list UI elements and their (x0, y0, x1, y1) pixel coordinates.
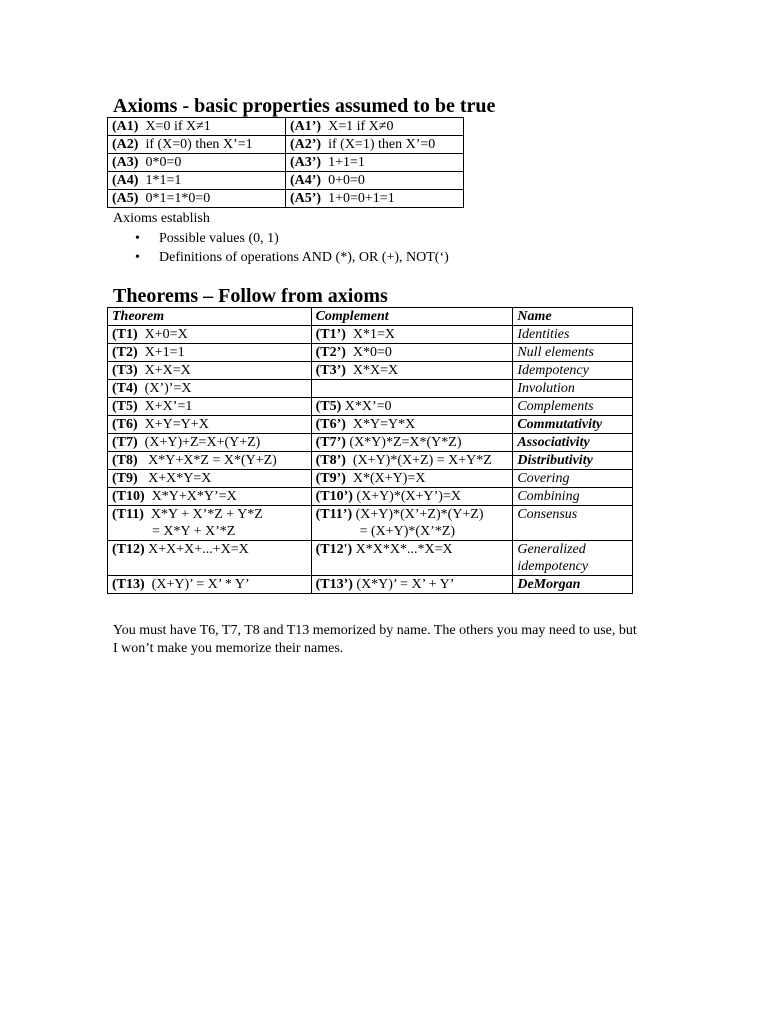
list-item (135, 248, 449, 267)
theorem-name-line: idempotency (517, 559, 589, 574)
theorem-cell (108, 380, 312, 398)
axiom-text: 0*1=1*0=0 (145, 191, 211, 206)
complement-text: X*1=X (352, 327, 396, 342)
theorem-label: (T4) (112, 381, 138, 396)
axiom-text: if (X=1) then X’=0 (328, 137, 436, 152)
complement-cell (311, 344, 513, 362)
table-row (108, 398, 633, 416)
theorem-text: X+X*Y=X (148, 471, 212, 486)
axiom-label: (A4) (112, 173, 139, 188)
complement-cell (311, 362, 513, 380)
complement-label: (T13’) (315, 577, 353, 592)
complement-cell (311, 541, 513, 576)
complement-label: (T8’) (315, 453, 346, 468)
theorem-cell (108, 470, 312, 488)
theorem-name (513, 541, 633, 576)
complement-label: (T6’) (315, 417, 346, 432)
complement-label: (T12') (315, 542, 353, 557)
complement-cell (311, 488, 513, 506)
axioms-heading: Axioms - basic properties assumed to be true (113, 95, 496, 117)
axiom-cell (286, 136, 464, 154)
theorem-name: Identities (513, 326, 633, 344)
complement-text: X*Y=Y*X (352, 417, 416, 432)
complement-cell (311, 416, 513, 434)
theorem-name: Consensus (513, 506, 633, 541)
theorem-label: (T13) (112, 577, 145, 592)
theorem-label: (T1) (112, 327, 138, 342)
theorem-cell (108, 506, 312, 541)
complement-text: (X+Y)*(X’+Z)*(Y+Z) (355, 507, 484, 522)
table-row (108, 362, 633, 380)
table-row (108, 154, 464, 172)
theorem-label: (T12) (112, 542, 145, 557)
theorem-cell (108, 344, 312, 362)
theorems-table (107, 307, 633, 594)
complement-cell (311, 380, 513, 398)
bullet-icon: • (135, 231, 140, 246)
axioms-bullet-list (135, 229, 449, 267)
theorem-label: (T9) (112, 471, 138, 486)
theorem-name: Complements (513, 398, 633, 416)
theorem-text: X+X’=1 (144, 399, 193, 414)
table-row (108, 344, 633, 362)
table-row (108, 172, 464, 190)
complement-label: (T10’) (315, 489, 353, 504)
theorem-text: X*Y + X’*Z + Y*Z (150, 507, 263, 522)
theorem-cell (108, 416, 312, 434)
complement-text: (X+Y)*(X+Z) = X+Y*Z (352, 453, 492, 468)
theorem-cell (108, 576, 312, 594)
theorem-name: Commutativity (513, 416, 633, 434)
list-item (135, 229, 449, 248)
column-header-name: Name (513, 308, 633, 326)
complement-text: X*X’=0 (344, 399, 392, 414)
theorem-text: (X’)’=X (144, 381, 192, 396)
theorem-text: X+X=X (144, 363, 191, 378)
axiom-cell (108, 154, 286, 172)
axiom-text: 1+1=1 (328, 155, 365, 170)
theorem-name: Distributivity (513, 452, 633, 470)
table-row (108, 541, 633, 576)
list-item-text: Definitions of operations AND (*), OR (+), NOT(‘) (159, 250, 449, 265)
table-row (108, 326, 633, 344)
theorem-text: X+1=1 (144, 345, 185, 360)
table-row (108, 380, 633, 398)
theorem-name: Involution (513, 380, 633, 398)
theorem-cell (108, 434, 312, 452)
theorem-label: (T8) (112, 453, 138, 468)
table-header-row (108, 308, 633, 326)
axiom-cell (286, 172, 464, 190)
axiom-label: (A3) (112, 155, 139, 170)
complement-cell (311, 452, 513, 470)
complement-text: (X+Y)*(X+Y’)=X (356, 489, 461, 504)
theorem-label: (T7) (112, 435, 138, 450)
axiom-label: (A2) (112, 137, 139, 152)
complement-text: X*(X+Y)=X (352, 471, 426, 486)
axiom-label: (A1’) (290, 119, 322, 134)
complement-label: (T5) (315, 399, 342, 414)
theorem-text: X+0=X (144, 327, 188, 342)
table-row (108, 118, 464, 136)
theorem-cell (108, 362, 312, 380)
theorem-name: DeMorgan (513, 576, 633, 594)
theorem-name: Associativity (513, 434, 633, 452)
theorem-label: (T3) (112, 363, 138, 378)
theorem-cell (108, 541, 312, 576)
theorems-heading: Theorems – Follow from axioms (113, 285, 388, 307)
complement-cell (311, 470, 513, 488)
complement-text-continued: = (X+Y)*(X’*Z) (359, 524, 456, 539)
axiom-label: (A4’) (290, 173, 322, 188)
axiom-label: (A2’) (290, 137, 322, 152)
axiom-cell (108, 118, 286, 136)
axiom-text: 0+0=0 (328, 173, 365, 188)
bullet-icon: • (135, 250, 140, 265)
theorem-cell (108, 452, 312, 470)
column-header-complement: Complement (311, 308, 513, 326)
footnote-paragraph: You must have T6, T7, T8 and T13 memorized by name. The others you may need to use, but I won’t make you memorize their names. (113, 623, 637, 656)
theorem-label: (T2) (112, 345, 138, 360)
table-row (108, 452, 633, 470)
theorem-label: (T10) (112, 489, 145, 504)
table-row (108, 506, 633, 541)
axiom-label: (A1) (112, 119, 139, 134)
complement-text: (X*Y)*Z=X*(Y*Z) (349, 435, 462, 450)
theorem-label: (T6) (112, 417, 138, 432)
theorem-label: (T11) (112, 507, 144, 522)
theorem-name: Null elements (513, 344, 633, 362)
axiom-cell (108, 190, 286, 208)
theorem-name: Idempotency (513, 362, 633, 380)
theorem-label: (T5) (112, 399, 138, 414)
theorem-name: Covering (513, 470, 633, 488)
axioms-note: Axioms establish (113, 211, 210, 226)
axiom-text: 0*0=0 (145, 155, 182, 170)
list-item-text: Possible values (0, 1) (159, 231, 279, 246)
axiom-text: 1+0=0+1=1 (328, 191, 395, 206)
complement-label: (T3’) (315, 363, 346, 378)
complement-text: X*0=0 (352, 345, 392, 360)
complement-label: (T9’) (315, 471, 346, 486)
axiom-cell (286, 118, 464, 136)
table-row (108, 416, 633, 434)
axiom-cell (108, 172, 286, 190)
theorem-cell (108, 398, 312, 416)
theorem-text: X+Y=Y+X (144, 417, 209, 432)
theorem-text: X+X+X+...+X=X (148, 542, 249, 557)
axiom-cell (286, 190, 464, 208)
complement-label: (T1’) (315, 327, 346, 342)
theorem-cell (108, 488, 312, 506)
theorem-text: (X+Y)+Z=X+(Y+Z) (144, 435, 261, 450)
table-row (108, 190, 464, 208)
complement-text: X*X*X*...*X=X (355, 542, 453, 557)
axioms-table (107, 117, 464, 208)
theorem-text: (X+Y)’ = X’ * Y’ (151, 577, 250, 592)
complement-cell (311, 434, 513, 452)
axiom-cell (108, 136, 286, 154)
complement-text: X*X=X (352, 363, 399, 378)
complement-cell (311, 506, 513, 541)
complement-label: (T11’) (315, 507, 353, 522)
complement-label: (T2’) (315, 345, 346, 360)
axiom-text: 1*1=1 (145, 173, 182, 188)
theorem-text: X*Y+X*Z = X*(Y+Z) (148, 453, 277, 468)
complement-cell (311, 398, 513, 416)
axiom-text: if (X=0) then X’=1 (145, 137, 253, 152)
table-row (108, 488, 633, 506)
axiom-label: (A3’) (290, 155, 322, 170)
theorem-cell (108, 326, 312, 344)
table-row (108, 470, 633, 488)
table-row (108, 136, 464, 154)
complement-cell (311, 576, 513, 594)
axiom-cell (286, 154, 464, 172)
complement-text: (X*Y)’ = X’ + Y’ (356, 577, 455, 592)
column-header-theorem: Theorem (108, 308, 312, 326)
theorem-text-continued: = X*Y + X’*Z (152, 524, 236, 539)
theorem-name-line: Generalized (517, 542, 586, 557)
theorem-text: X*Y+X*Y’=X (151, 489, 237, 504)
axiom-label: (A5’) (290, 191, 322, 206)
theorem-name: Combining (513, 488, 633, 506)
axiom-text: X=0 if X≠1 (145, 119, 211, 134)
table-row (108, 576, 633, 594)
axiom-text: X=1 if X≠0 (328, 119, 394, 134)
complement-label: (T7’) (315, 435, 346, 450)
table-row (108, 434, 633, 452)
complement-cell (311, 326, 513, 344)
axiom-label: (A5) (112, 191, 139, 206)
